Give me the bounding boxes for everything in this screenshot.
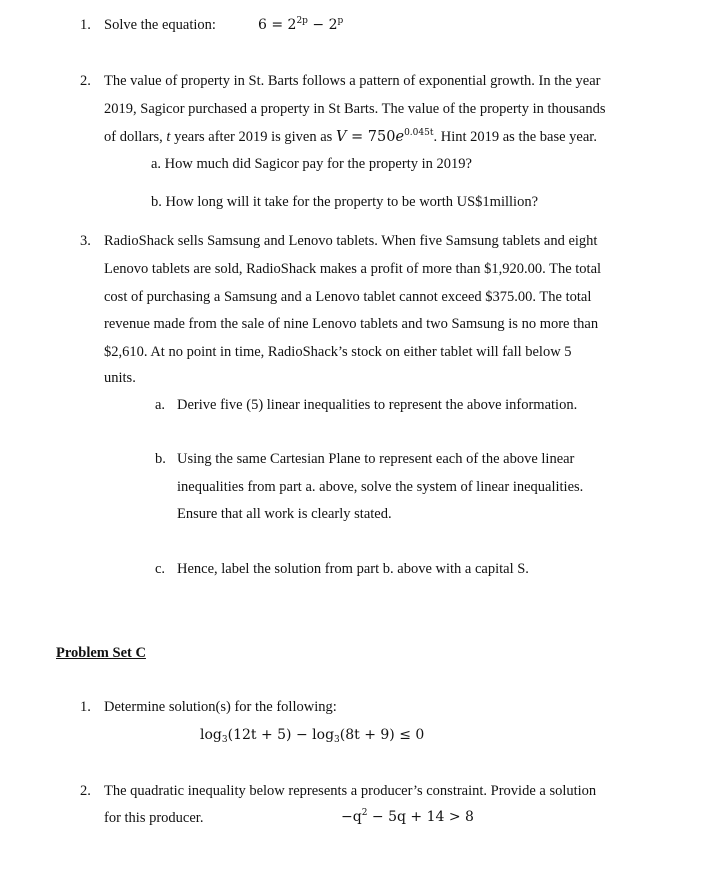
- set-c-question-2-line-2: for this producer.: [104, 810, 204, 826]
- question-3-line-3: cost of purchasing a Samsung and a Lenovo tablet cannot exceed $375.00. The total: [104, 289, 592, 305]
- question-1-text: Solve the equation:: [104, 17, 216, 33]
- question-1-equation: $6 = 2^{2p} - 2^p$: [258, 16, 344, 33]
- question-3-line-1: RadioShack sells Samsung and Lenovo tablets. When five Samsung tablets and eight: [104, 233, 598, 249]
- question-3-number: 3.: [80, 233, 91, 249]
- question-2-line-2: 2019, Sagicor purchased a property in St Barts. The value of the property in thousands: [104, 101, 606, 117]
- question-2-number: 2.: [80, 73, 91, 89]
- set-c-question-2-equation: $-q^2 - 5q + 14 > 8$: [341, 808, 474, 825]
- question-3-part-c: Hence, label the solution from part b. above with a capital S.: [177, 561, 529, 577]
- set-c-question-1-text: Determine solution(s) for the following:: [104, 699, 337, 715]
- question-2-line-3: of dollars, t years after 2019 is given as $V = 750e^{0.045t}$. Hint 2019 as the base year.: [104, 128, 597, 145]
- question-3-line-5: $2,610. At no point in time, RadioShack’s stock on either tablet will fall below 5: [104, 344, 572, 360]
- question-2-part-b: b. How long will it take for the property to be worth US$1million?: [151, 194, 539, 210]
- question-3-part-b-line-3: Ensure that all work is clearly stated.: [177, 506, 392, 522]
- question-3-part-b-label: b.: [155, 451, 166, 467]
- question-3-part-c-label: c.: [155, 561, 166, 577]
- question-2-part-a: a. How much did Sagicor pay for the property in 2019?: [151, 156, 472, 172]
- question-3-line-4: revenue made from the sale of nine Lenovo tablets and two Samsung is no more than: [104, 316, 599, 332]
- question-3-part-b-line-2: inequalities from part a. above, solve the system of linear inequalities.: [177, 479, 584, 495]
- set-c-question-1-number: 1.: [80, 699, 91, 715]
- problem-set-c-heading: Problem Set C: [56, 645, 146, 661]
- set-c-question-2-number: 2.: [80, 783, 91, 799]
- question-3-part-a: Derive five (5) linear inequalities to represent the above information.: [177, 397, 578, 413]
- question-1-number: 1.: [80, 17, 91, 33]
- question-3-line-6: units.: [104, 370, 136, 386]
- question-3-line-2: Lenovo tablets are sold, RadioShack makes a profit of more than $1,920.00. The total: [104, 261, 602, 277]
- question-2-line-1: The value of property in St. Barts follows a pattern of exponential growth. In the year: [104, 73, 601, 89]
- set-c-question-1-equation: $\log_3(12t + 5) - \log_3(8t + 9) \le 0$: [200, 727, 425, 745]
- set-c-question-2-line-1: The quadratic inequality below represents a producer’s constraint. Provide a solution: [104, 783, 597, 799]
- question-3-part-a-label: a.: [155, 397, 166, 413]
- question-3-part-b-line-1: Using the same Cartesian Plane to represent each of the above linear: [177, 451, 575, 467]
